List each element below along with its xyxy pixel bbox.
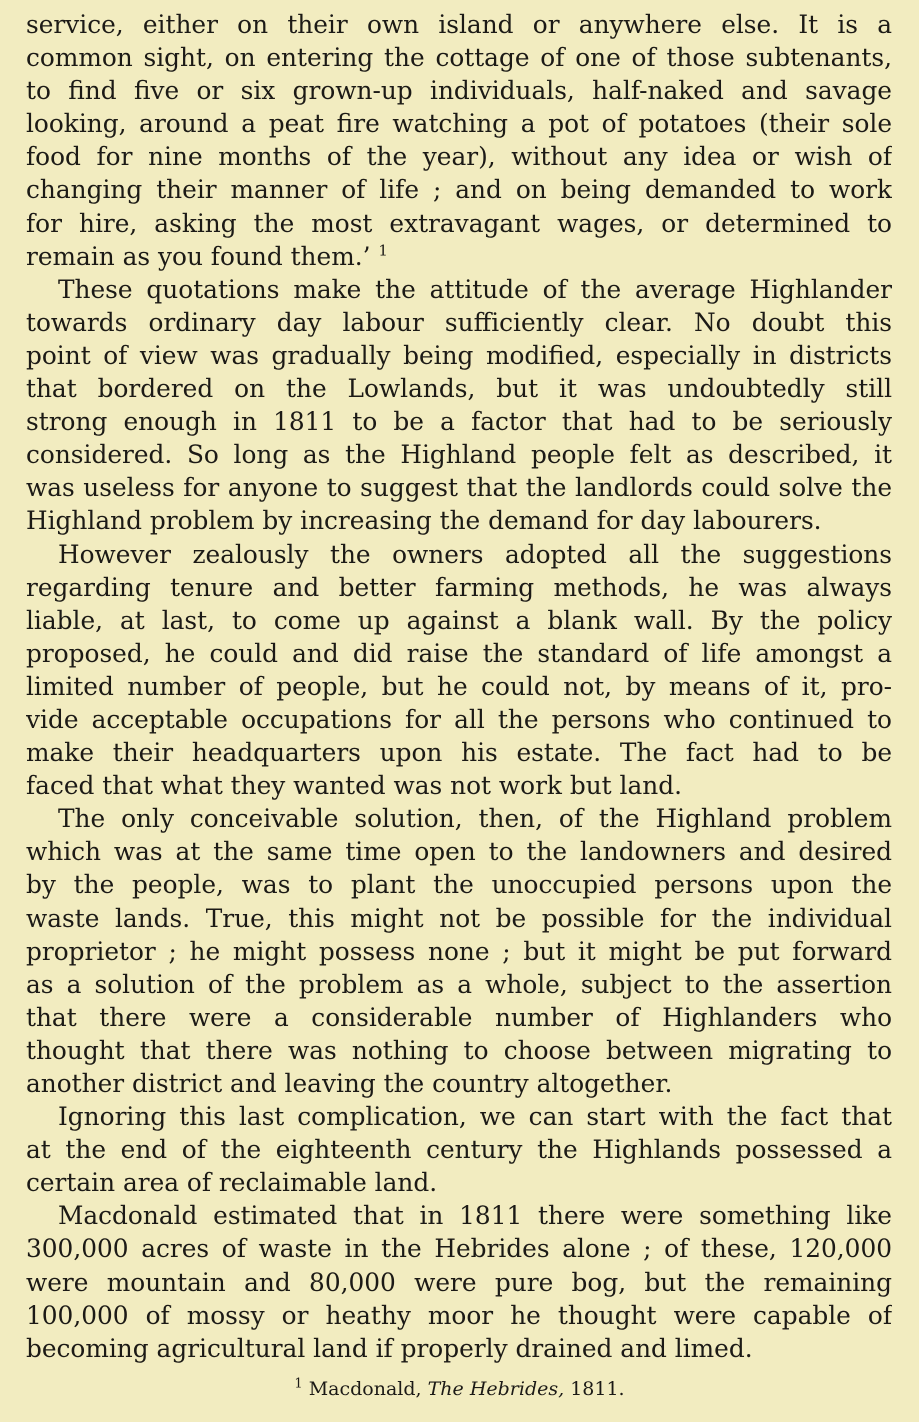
footnote-author: Macdonald, (308, 1378, 422, 1400)
text-line: 100,000 of mossy or heathy moor he thought were capable of (26, 1300, 892, 1330)
text-line: thought that there was nothing to choose between migrating to (26, 1035, 892, 1065)
text-line: proposed, he could and did raise the standard of life amongst a (26, 638, 892, 668)
text-line: faced that what they wanted was not work but land. (26, 771, 682, 801)
paragraph-5 (26, 1100, 892, 1199)
footnote-marker: 1 (294, 1376, 303, 1392)
text-line: towards ordinary day labour sufficiently clear. No doubt this (26, 307, 892, 337)
footnote-reference: 1 (378, 241, 388, 260)
body-text (26, 8, 892, 1365)
text-line: considered. So long as the Highland people felt as described, it (26, 440, 892, 470)
text-line: Highland problem by increasing the demand for day labourers. (26, 506, 822, 536)
footnote-title: The Hebrides, (427, 1378, 565, 1400)
footnote-year: 1811. (570, 1378, 625, 1400)
text-line: common sight, on entering the cottage of one of those subtenants, (26, 43, 892, 73)
text-line: limited number of people, but he could not, by means of it, pro- (26, 671, 892, 701)
footnote (0, 1378, 919, 1400)
text-line: proprietor ; he might possess none ; but it might be put forward (26, 936, 892, 966)
text-line: for hire, asking the most extravagant wages, or determined to (26, 208, 892, 238)
paragraph-4 (26, 802, 892, 1100)
text-line: another district and leaving the country altogether. (26, 1069, 673, 1098)
paragraph-2 (26, 273, 892, 538)
text-line: waste lands. True, this might not be possible for the individual (26, 903, 892, 933)
text-line: vide acceptable occupations for all the persons who continued to (26, 704, 892, 734)
paragraph-6 (26, 1199, 892, 1364)
text-line: looking, around a peat fire watching a pot of potatoes (their sole (26, 109, 892, 139)
text-line: that bordered on the Lowlands, but it was undoubtedly still (26, 374, 892, 404)
text-line: by the people, was to plant the unoccupied persons upon the (26, 870, 892, 900)
text-line: as a solution of the problem as a whole, subject to the assertion (26, 969, 892, 999)
text-line (26, 240, 892, 273)
text-line: certain area of reclaimable land. (26, 1168, 438, 1198)
text-line: Ignoring this last complication, we can start with the fact that (58, 1102, 892, 1132)
text-line: becoming agricultural land if properly drained and limed. (26, 1333, 753, 1363)
text-line: 300,000 acres of waste in the Hebrides alone ; of these, 120,000 (26, 1234, 892, 1264)
paragraph-3 (26, 538, 892, 803)
text-line: However zealously the owners adopted all the suggestions (58, 539, 892, 569)
text-line: point of view was gradually being modified, especially in districts (26, 340, 892, 370)
text-line: to find five or six grown-up individuals, half-naked and savage (26, 76, 892, 106)
text-line: that there were a considerable number of Highlanders who (26, 1002, 892, 1032)
text-line: strong enough in 1811 to be a factor that had to be seriously (26, 407, 892, 437)
text-line: at the end of the eighteenth century the Highlands possessed a (26, 1135, 892, 1165)
text-line: These quotations make the attitude of the average Highlander (58, 274, 892, 304)
text-line: service, either on their own island or anywhere else. It is a (26, 10, 892, 39)
text-line: was useless for anyone to suggest that the landlords could solve the (26, 473, 892, 503)
text-line: regarding tenure and better farming methods, he was always (26, 572, 892, 602)
text-line: make their headquarters upon his estate. The fact had to be (26, 738, 892, 768)
text-line: changing their manner of life ; and on being demanded to work (26, 175, 892, 205)
text-line: which was at the same time open to the landowners and desired (26, 837, 892, 867)
text-line: liable, at last, to come up against a blank wall. By the policy (26, 605, 892, 635)
text-line-content: remain as you found them.’ (26, 241, 371, 271)
text-line: were mountain and 80,000 were pure bog, but the remaining (26, 1267, 892, 1297)
text-line: food for nine months of the year), without any idea or wish of (26, 142, 892, 172)
text-line: The only conceivable solution, then, of the Highland problem (58, 804, 892, 834)
paragraph-1 (26, 8, 892, 273)
text-line: Macdonald estimated that in 1811 there were something like (58, 1201, 892, 1231)
